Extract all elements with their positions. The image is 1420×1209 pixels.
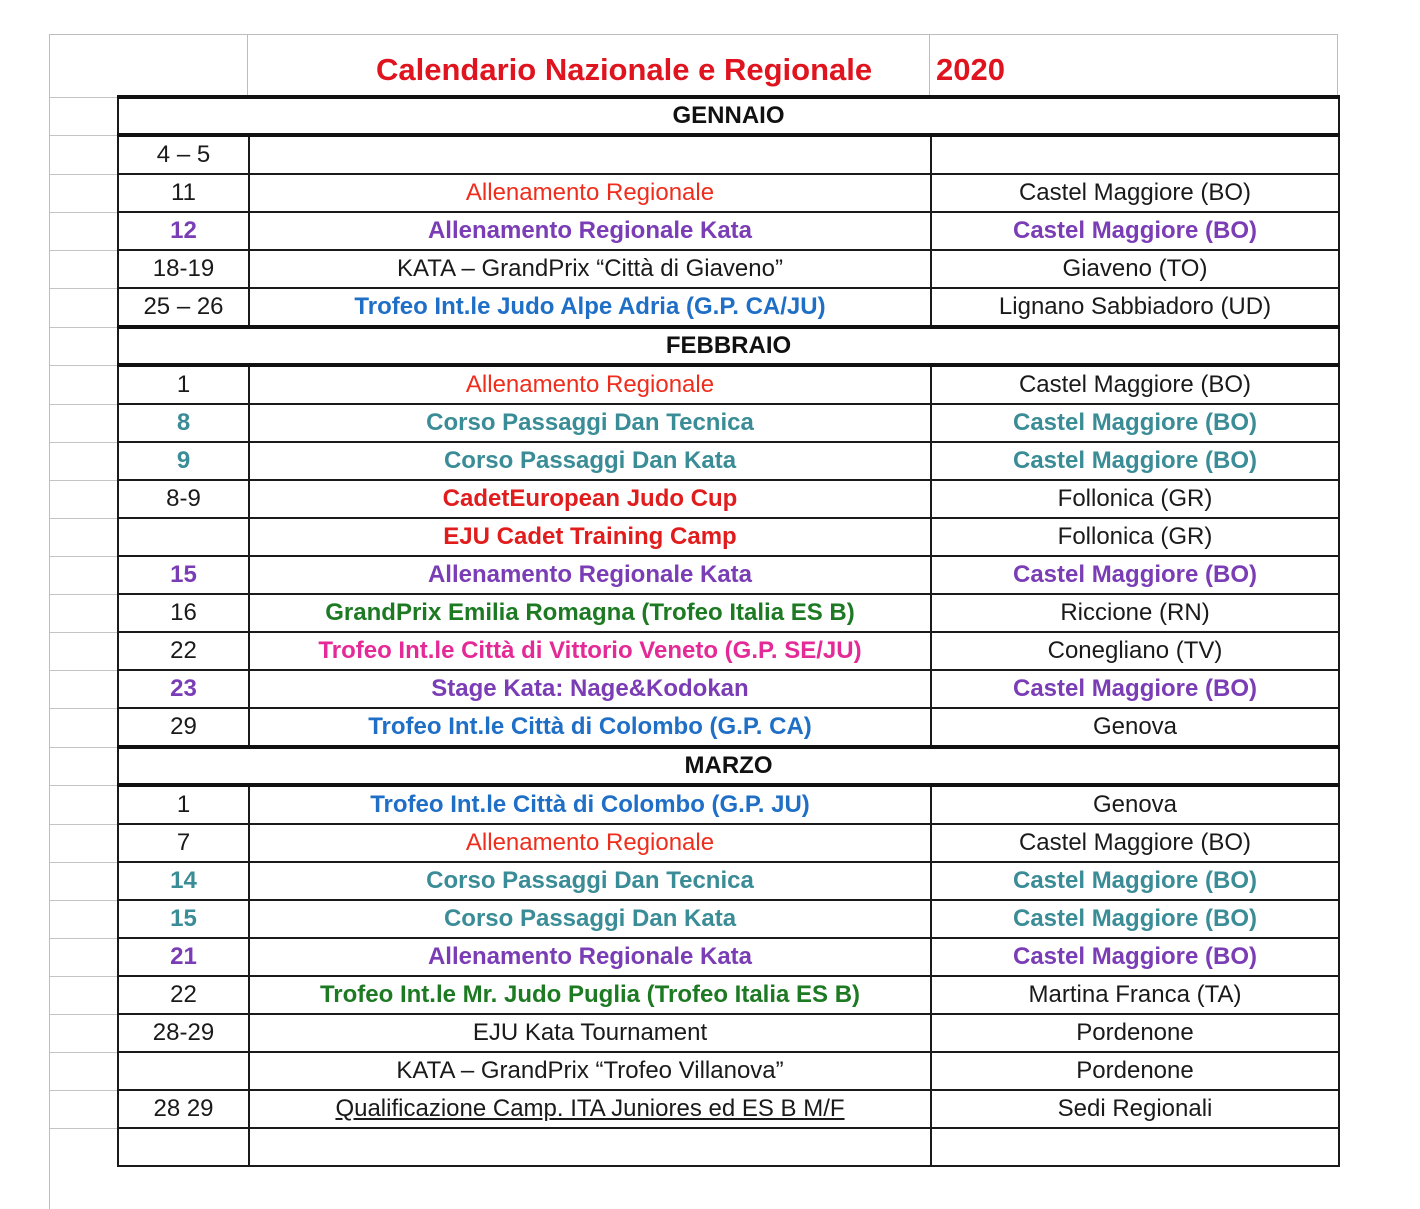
event-date: 7	[118, 824, 249, 862]
table-row	[118, 785, 1339, 824]
grid-left-border	[49, 34, 50, 1209]
month-header-row	[118, 97, 1339, 135]
table-row	[118, 556, 1339, 594]
row-gridline	[50, 1090, 118, 1091]
event-date: 25 – 26	[118, 288, 249, 327]
event-place: Sedi Regionali	[931, 1090, 1339, 1128]
event-place: Follonica (GR)	[931, 518, 1339, 556]
row-gridline	[50, 594, 118, 595]
month-name: FEBBRAIO	[118, 327, 1339, 365]
row-gridline	[50, 480, 118, 481]
event-name: Allenamento Regionale Kata	[249, 556, 931, 594]
table-row	[118, 365, 1339, 404]
event-name: Trofeo Int.le Città di Vittorio Veneto (G.P. SE/JU)	[249, 632, 931, 670]
event-date: 8	[118, 404, 249, 442]
event-name: EJU Cadet Training Camp	[249, 518, 931, 556]
event-place: Castel Maggiore (BO)	[931, 365, 1339, 404]
row-gridline	[50, 1128, 118, 1129]
month-name: MARZO	[118, 747, 1339, 785]
event-place: Castel Maggiore (BO)	[931, 938, 1339, 976]
table-row	[118, 212, 1339, 250]
row-gridline	[50, 327, 118, 328]
table-row	[118, 824, 1339, 862]
event-place	[931, 135, 1339, 174]
event-date: 12	[118, 212, 249, 250]
row-gridline	[50, 135, 118, 136]
event-name: EJU Kata Tournament	[249, 1014, 931, 1052]
event-name: Corso Passaggi Dan Kata	[249, 900, 931, 938]
row-gridline	[50, 250, 118, 251]
row-gridline	[50, 785, 118, 786]
event-date: 22	[118, 632, 249, 670]
event-name	[249, 135, 931, 174]
event-date: 11	[118, 174, 249, 212]
table-row	[118, 976, 1339, 1014]
event-name: Corso Passaggi Dan Kata	[249, 442, 931, 480]
table-row	[118, 632, 1339, 670]
event-date: 4 – 5	[118, 135, 249, 174]
event-place: Castel Maggiore (BO)	[931, 174, 1339, 212]
table-row	[118, 1090, 1339, 1128]
empty-cell	[931, 1128, 1339, 1166]
event-date	[118, 518, 249, 556]
event-name: Allenamento Regionale	[249, 174, 931, 212]
event-date: 22	[118, 976, 249, 1014]
table-row	[118, 404, 1339, 442]
row-gridline	[50, 365, 118, 366]
event-date: 18-19	[118, 250, 249, 288]
event-place: Giaveno (TO)	[931, 250, 1339, 288]
event-place: Castel Maggiore (BO)	[931, 212, 1339, 250]
event-name: Trofeo Int.le Judo Alpe Adria (G.P. CA/JU)	[249, 288, 931, 327]
grid-top-border	[50, 34, 1338, 35]
page-title	[248, 52, 1148, 96]
month-name: GENNAIO	[118, 97, 1339, 135]
row-gridline	[50, 518, 118, 519]
event-place: Castel Maggiore (BO)	[931, 670, 1339, 708]
event-name: CadetEuropean Judo Cup	[249, 480, 931, 518]
event-place: Conegliano (TV)	[931, 632, 1339, 670]
empty-cell	[118, 1128, 249, 1166]
event-name: Trofeo Int.le Mr. Judo Puglia (Trofeo Italia ES B)	[249, 976, 931, 1014]
event-name: KATA – GrandPrix “Città di Giaveno”	[249, 250, 931, 288]
row-gridline	[50, 976, 118, 977]
event-place: Castel Maggiore (BO)	[931, 900, 1339, 938]
row-gridline	[50, 1052, 118, 1053]
table-row	[118, 862, 1339, 900]
event-date: 29	[118, 708, 249, 747]
row-gridline	[50, 900, 118, 901]
event-date: 8-9	[118, 480, 249, 518]
event-date: 21	[118, 938, 249, 976]
table-row	[118, 288, 1339, 327]
row-gridline	[50, 708, 118, 709]
event-place: Riccione (RN)	[931, 594, 1339, 632]
month-header-row	[118, 327, 1339, 365]
table-row	[118, 594, 1339, 632]
row-gridline	[50, 938, 118, 939]
event-date: 1	[118, 785, 249, 824]
event-date: 23	[118, 670, 249, 708]
event-place: Genova	[931, 708, 1339, 747]
event-place: Pordenone	[931, 1052, 1339, 1090]
event-name: Qualificazione Camp. ITA Juniores ed ES B M/F	[249, 1090, 931, 1128]
table-row	[118, 670, 1339, 708]
table-row	[118, 174, 1339, 212]
event-name: Corso Passaggi Dan Tecnica	[249, 862, 931, 900]
event-name: Stage Kata: Nage&Kodokan	[249, 670, 931, 708]
event-place: Castel Maggiore (BO)	[931, 404, 1339, 442]
event-date: 16	[118, 594, 249, 632]
row-gridline	[50, 556, 118, 557]
event-date: 28-29	[118, 1014, 249, 1052]
event-place: Castel Maggiore (BO)	[931, 862, 1339, 900]
table-row	[118, 1014, 1339, 1052]
event-place: Castel Maggiore (BO)	[931, 442, 1339, 480]
event-name: Trofeo Int.le Città di Colombo (G.P. JU)	[249, 785, 931, 824]
event-date: 9	[118, 442, 249, 480]
row-gridline	[50, 824, 118, 825]
table-row	[118, 900, 1339, 938]
event-name: Trofeo Int.le Città di Colombo (G.P. CA)	[249, 708, 931, 747]
event-name: Allenamento Regionale Kata	[249, 938, 931, 976]
event-date: 14	[118, 862, 249, 900]
event-name: Allenamento Regionale Kata	[249, 212, 931, 250]
month-header-row	[118, 747, 1339, 785]
event-place: Martina Franca (TA)	[931, 976, 1339, 1014]
row-gridline	[50, 288, 118, 289]
row-gridline	[50, 632, 118, 633]
row-gridline	[50, 670, 118, 671]
row-gridline	[50, 174, 118, 175]
row-gridline	[50, 442, 118, 443]
title-text: Calendario Nazionale e Regionale	[376, 52, 873, 87]
table-row	[118, 1128, 1339, 1166]
calendar-table	[117, 95, 1340, 1167]
event-date: 28 29	[118, 1090, 249, 1128]
event-date: 15	[118, 556, 249, 594]
grid-right-border	[1337, 34, 1338, 96]
table-row	[118, 708, 1339, 747]
event-date	[118, 1052, 249, 1090]
event-place: Lignano Sabbiadoro (UD)	[931, 288, 1339, 327]
table-row	[118, 938, 1339, 976]
event-place: Follonica (GR)	[931, 480, 1339, 518]
event-place: Castel Maggiore (BO)	[931, 824, 1339, 862]
event-name: GrandPrix Emilia Romagna (Trofeo Italia ES B)	[249, 594, 931, 632]
event-name: Allenamento Regionale	[249, 824, 931, 862]
table-row	[118, 135, 1339, 174]
table-row	[118, 442, 1339, 480]
event-place: Genova	[931, 785, 1339, 824]
event-name: Allenamento Regionale	[249, 365, 931, 404]
event-date: 15	[118, 900, 249, 938]
row-gridline	[50, 212, 118, 213]
table-row	[118, 1052, 1339, 1090]
event-place: Pordenone	[931, 1014, 1339, 1052]
table-row	[118, 518, 1339, 556]
table-row	[118, 480, 1339, 518]
row-gridline	[50, 404, 118, 405]
event-date: 1	[118, 365, 249, 404]
event-name: Corso Passaggi Dan Tecnica	[249, 404, 931, 442]
title-year: 2020	[936, 52, 1005, 87]
row-gridline	[50, 862, 118, 863]
event-name: KATA – GrandPrix “Trofeo Villanova”	[249, 1052, 931, 1090]
row-gridline	[50, 97, 118, 98]
row-gridline	[50, 1014, 118, 1015]
empty-cell	[249, 1128, 931, 1166]
event-place: Castel Maggiore (BO)	[931, 556, 1339, 594]
row-gridline	[50, 747, 118, 748]
table-row	[118, 250, 1339, 288]
